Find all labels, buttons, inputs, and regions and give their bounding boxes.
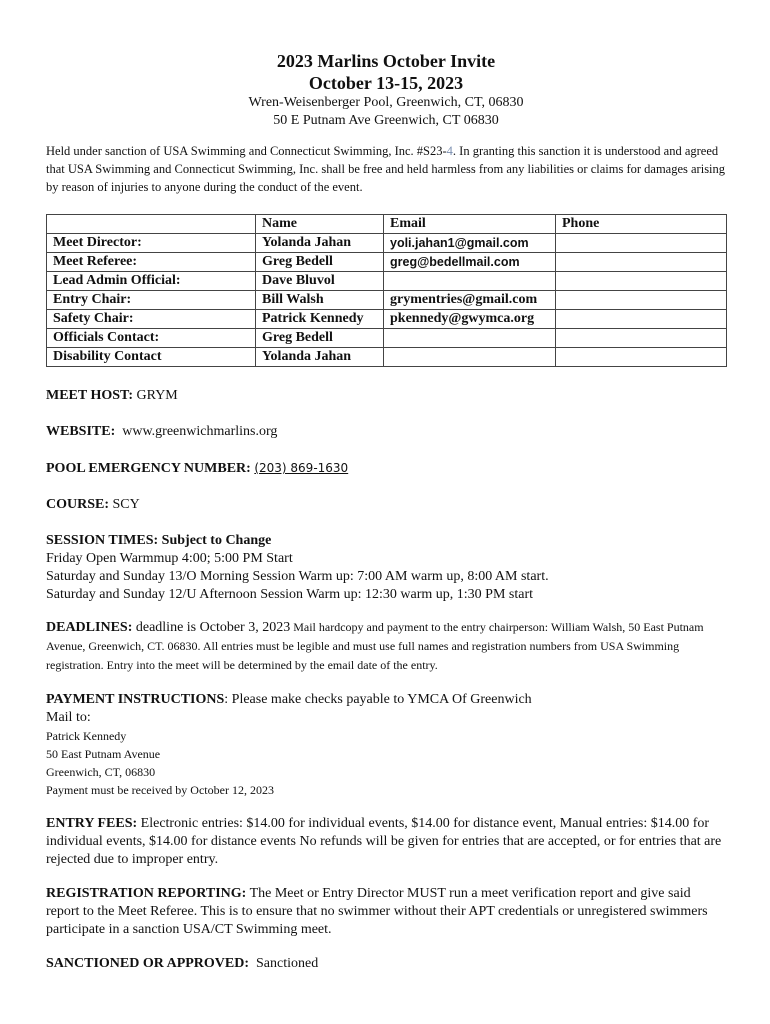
deadlines-section (46, 618, 726, 675)
sanction-text-1: Held under sanction of USA Swimming and Connecticut Swimming, Inc. #S23- (46, 144, 447, 158)
pool-emergency-section (46, 459, 726, 478)
document-header (46, 50, 726, 130)
payment-label: PAYMENT INSTRUCTIONS (46, 692, 225, 707)
payment-line: Patrick Kennedy (46, 729, 127, 743)
header-email: Email (384, 215, 556, 234)
entry-fees-text: Electronic entries: $14.00 for individual events, $14.00 for distance event, Manual entries: $14.00 for individual events, $14.00 for distance events No refunds will be given for entries that are accepted, or for entries that are rejected due to improper entry. (46, 816, 722, 867)
header-role-cell (47, 215, 256, 234)
contact-name: Bill Walsh (256, 291, 384, 310)
header-phone: Phone (556, 215, 727, 234)
contact-name: Greg Bedell (256, 253, 384, 272)
pool-emergency-phone-link[interactable]: (203) 869-1630 (254, 461, 349, 475)
meet-dates: October 13-15, 2023 (308, 73, 464, 93)
contact-name: Yolanda Jahan (256, 348, 384, 367)
contact-phone (556, 291, 727, 310)
document-page (46, 50, 726, 973)
session-line: Saturday and Sunday 13/O Morning Session Warm up: 7:00 AM warm up, 8:00 AM start. (46, 569, 549, 584)
contact-role: Disability Contact (47, 348, 256, 367)
payment-line: Greenwich, CT, 06830 (46, 765, 156, 779)
payment-line: Payment must be received by October 12, 2023 (46, 783, 274, 797)
table-row (47, 272, 727, 291)
registration-section (46, 885, 726, 939)
contact-name: Greg Bedell (256, 329, 384, 348)
table-row (47, 291, 727, 310)
contact-email: grymentries@gmail.com (384, 291, 556, 310)
entry-fees-label: ENTRY FEES: (46, 816, 138, 831)
contacts-table (46, 214, 727, 367)
meet-host-section (46, 387, 726, 405)
contact-name: Patrick Kennedy (256, 310, 384, 329)
contact-role: Officials Contact: (47, 329, 256, 348)
session-times-label: SESSION TIMES: Subject to Change (46, 533, 272, 548)
deadlines-lead: deadline is October 3, 2023 (132, 620, 291, 635)
meet-title: 2023 Marlins October Invite (276, 51, 496, 71)
payment-lead: : Please make checks payable to YMCA Of Greenwich (224, 692, 532, 707)
meet-host-label: MEET HOST: (46, 388, 134, 403)
sanctioned-label: SANCTIONED OR APPROVED: (46, 956, 250, 971)
website-value: www.greenwichmarlins.org (115, 424, 278, 439)
table-row (47, 348, 727, 367)
registration-label: REGISTRATION REPORTING: (46, 886, 247, 901)
session-line: Friday Open Warmmup 4:00; 5:00 PM Start (46, 551, 293, 566)
course-value: SCY (109, 497, 140, 512)
contact-phone (556, 329, 727, 348)
course-label: COURSE: (46, 497, 110, 512)
meet-address: 50 E Putnam Ave Greenwich, CT 06830 (273, 113, 499, 128)
contact-phone (556, 310, 727, 329)
contact-phone (556, 348, 727, 367)
website-section (46, 423, 726, 441)
session-times-section (46, 532, 726, 604)
deadlines-detail: Mail hardcopy and payment to the entry chairperson: William Walsh, 50 East Putnam Avenue, Greenwich, CT. 06830. All entries must be legible and must use full names and registration numbers from USA Swimming registration. Entry into the meet will be determined by the email date of the entry. (46, 620, 704, 672)
contact-role: Meet Referee: (47, 253, 256, 272)
header-name: Name (256, 215, 384, 234)
course-section (46, 496, 726, 514)
pool-emergency-label: POOL EMERGENCY NUMBER: (46, 461, 251, 476)
contact-email: yoli.jahan1@gmail.com (384, 234, 556, 253)
contact-phone (556, 272, 727, 291)
contact-phone (556, 253, 727, 272)
payment-mail-to: Mail to: (46, 710, 91, 725)
contact-role: Safety Chair: (47, 310, 256, 329)
table-row (47, 234, 727, 253)
payment-section (46, 691, 726, 799)
contact-email (384, 272, 556, 291)
contact-email: pkennedy@gwymca.org (384, 310, 556, 329)
sanction-number-highlight: 4 (446, 144, 453, 158)
website-label: WEBSITE: (46, 424, 116, 439)
contacts-header-row (47, 215, 727, 234)
deadlines-label: DEADLINES: (46, 620, 133, 635)
contact-role: Entry Chair: (47, 291, 256, 310)
contact-role: Meet Director: (47, 234, 256, 253)
contact-name: Dave Bluvol (256, 272, 384, 291)
entry-fees-section (46, 815, 726, 869)
sanction-text-2: . In granting this sanction it is understood and agreed that USA Swimming and Connecticut Swimming, Inc. shall be free and held harmless from any liabilities or claims for damages arising by reason of injuries to anyone during the conduct of the event. (46, 144, 726, 194)
sanctioned-value: Sanctioned (249, 956, 319, 971)
contact-name: Yolanda Jahan (256, 234, 384, 253)
sanctioned-section (46, 955, 726, 973)
table-row (47, 310, 727, 329)
contact-phone (556, 234, 727, 253)
meet-venue: Wren-Weisenberger Pool, Greenwich, CT, 06830 (248, 95, 524, 110)
contact-email: greg@bedellmail.com (384, 253, 556, 272)
payment-line: 50 East Putnam Avenue (46, 747, 161, 761)
table-row (47, 253, 727, 272)
contact-email (384, 348, 556, 367)
sanction-paragraph (46, 142, 726, 196)
meet-host-value: GRYM (133, 388, 178, 403)
session-line: Saturday and Sunday 12/U Afternoon Session Warm up: 12:30 warm up, 1:30 PM start (46, 587, 534, 602)
registration-text: The Meet or Entry Director MUST run a meet verification report and give said report to the Meet Referee. This is to ensure that no swimmer without their APT credentials or unregistered swimmers participate in a sanction USA/CT Swimming meet. (46, 886, 708, 937)
contact-role: Lead Admin Official: (47, 272, 256, 291)
contact-email (384, 329, 556, 348)
table-row (47, 329, 727, 348)
